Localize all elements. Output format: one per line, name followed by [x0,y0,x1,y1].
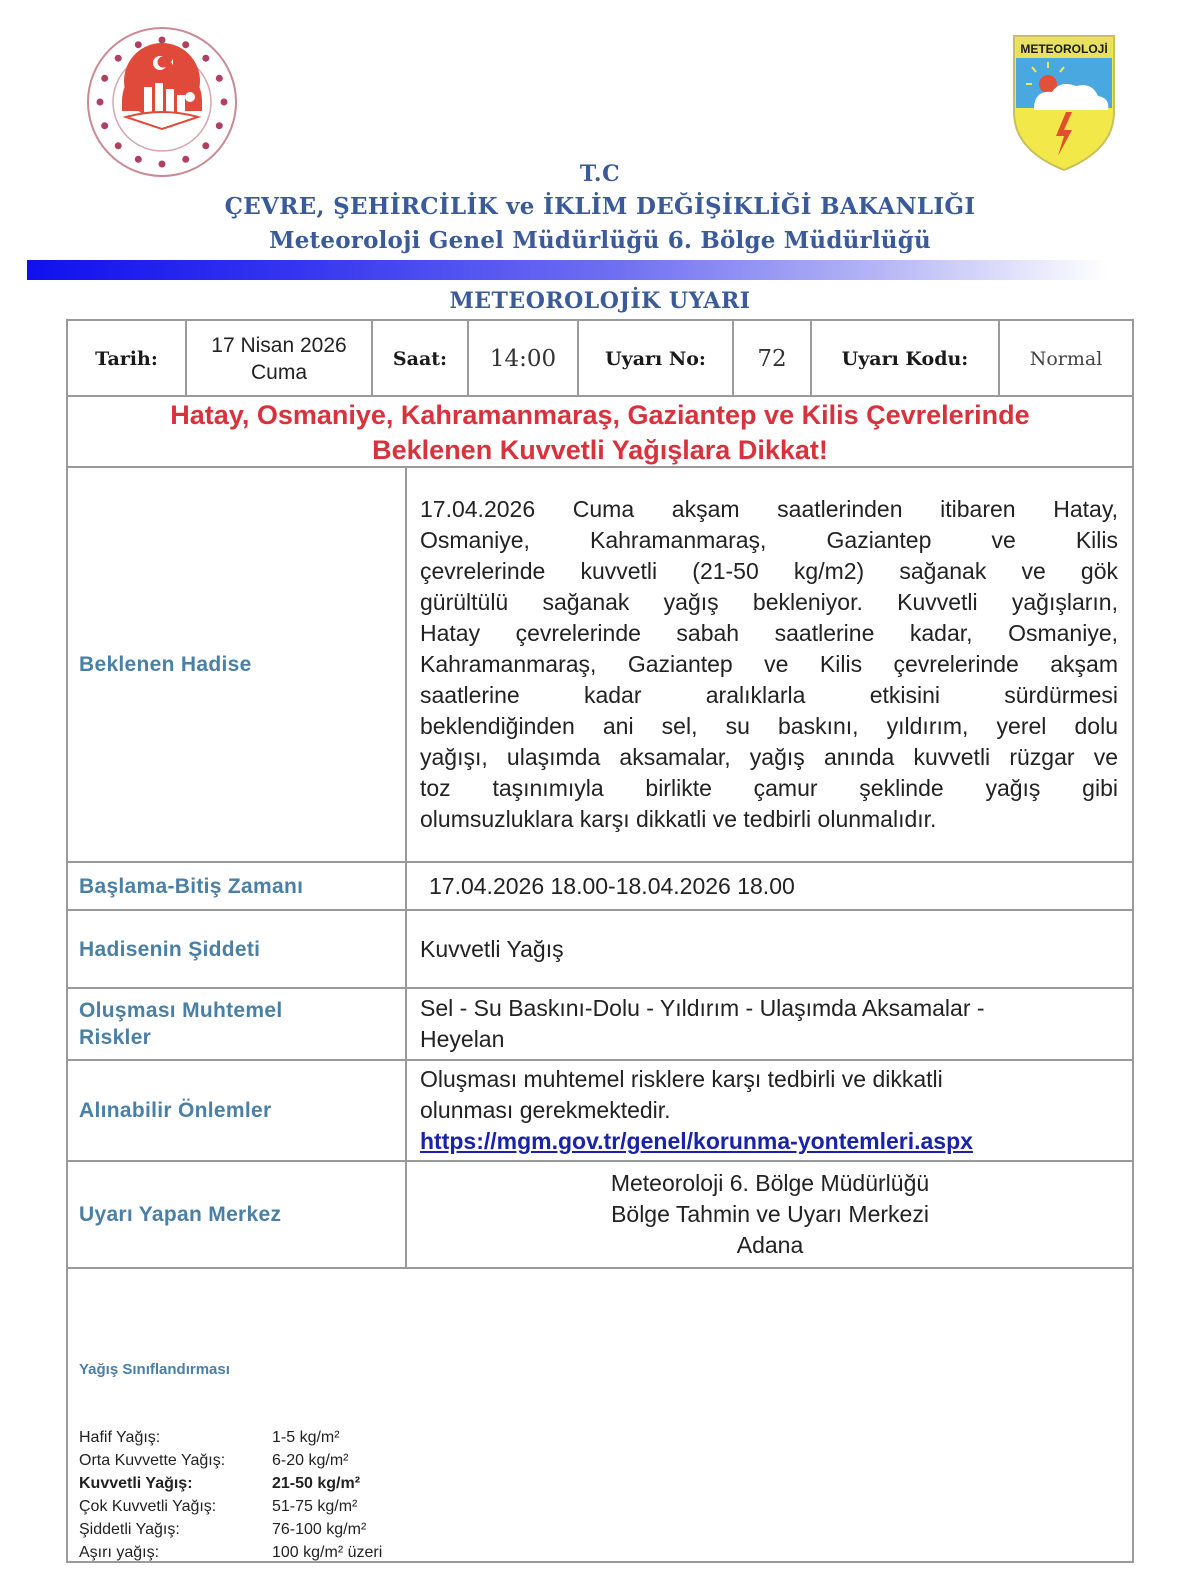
warning-table [66,319,1134,1563]
table-divider [185,321,187,397]
date-value-day: Cuma [250,361,308,384]
star-icon [159,37,166,44]
expected-event-label: Beklenen Hadise [79,653,252,676]
warning-code-value: Normal [1029,348,1103,370]
classification-item [79,1449,382,1472]
time-label: Saat: [392,348,448,370]
risks-label-line2: Riskler [79,1026,152,1049]
classification-item [79,1472,382,1495]
star-icon [202,55,209,62]
star-icon [221,99,228,106]
document-title: METEOROLOJİK UYARI [449,288,751,314]
alert-headline [68,397,1132,468]
expected-event-line: Hatay çevrelerinde sabah saatlerine kadar, Osmaniye, [420,620,1118,646]
classification-item-range: 51-75 kg/m² [272,1498,358,1515]
classification-item-name: Kuvvetli Yağış: [79,1475,193,1492]
classification-item-name: Şiddetli Yağış: [79,1521,180,1538]
issuing-center-line3: Adana [736,1232,804,1258]
warning-number-value: 72 [757,346,787,372]
precipitation-classification [79,1361,382,1564]
classification-item-name: Aşırı yağış: [79,1544,160,1561]
directorate-heading: Meteoroloji Genel Müdürlüğü 6. Bölge Müdürlüğü [269,227,931,254]
table-divider [732,321,734,397]
alert-headline-line1: Hatay, Osmaniye, Kahramanmaraş, Gaziantep ve Kilis Çevrelerinde [170,399,1030,430]
expected-event-line: saatlerine kadar aralıklarla etkisini sürdürmesi [420,682,1118,708]
expected-event-line: beklendiğinden ani sel, su baskını, yıldırım, yerel dolu [420,713,1118,739]
classification-item-name: Çok Kuvvetli Yağış: [79,1498,217,1515]
date-value-date: 17 Nisan 2026 [211,334,347,357]
classification-item-name: Hafif Yağış: [79,1429,161,1446]
classification-item [79,1495,382,1518]
protection-methods-link[interactable]: https://mgm.gov.tr/genel/korunma-yontemleri.aspx [420,1128,973,1154]
ministry-logo [82,25,242,180]
risks-value [409,989,1132,1059]
meteorology-shield-icon [1010,32,1118,172]
issuing-center-line2: Bölge Tahmin ve Uyarı Merkezi [611,1201,929,1227]
risks-label [68,989,407,1059]
header-gradient-divider [27,260,1107,280]
classification-item [79,1541,382,1564]
table-divider [810,321,812,397]
warning-code-label: Uyarı Kodu: [841,348,969,370]
expected-event-line: gürültülü sağanak yağış bekleniyor. Kuvvetli yağışların, [420,589,1118,615]
date-value [187,321,371,397]
star-icon [216,75,223,82]
precautions-value [409,1061,1132,1160]
warning-number-label: Uyarı No: [605,348,706,370]
meteorology-logo-text: METEOROLOJİ [1020,42,1108,56]
star-icon [115,55,122,62]
issuing-center-label: Uyarı Yapan Merkez [79,1203,282,1226]
star-icon [135,41,142,48]
classification-item-name: Orta Kuvvette Yağış: [79,1452,226,1469]
risks-value-line2: Heyelan [420,1026,505,1052]
star-icon [115,142,122,149]
star-icon [182,41,189,48]
start-end-value: 17.04.2026 18.00-18.04.2026 18.00 [429,872,795,899]
precautions-label: Alınabilir Önlemler [79,1099,272,1122]
classification-item-range: 21-50 kg/m² [272,1475,361,1492]
ministry-heading: ÇEVRE, ŞEHİRCİLİK ve İKLİM DEĞİŞİKLİĞİ BAKANLIĞI [224,193,976,220]
expected-event-line: Osmaniye, Kahramanmaraş, Gaziantep ve Kilis [420,527,1118,553]
star-icon [216,122,223,129]
table-divider [577,321,579,397]
expected-event-line: toz taşınımıyla birlikte çamur şeklinde yağış gibi [420,775,1118,801]
risks-value-line1: Sel - Su Baskını-Dolu - Yıldırım - Ulaşımda Aksamalar - [420,995,985,1021]
severity-value: Kuvvetli Yağış [420,935,564,962]
expected-event-value [409,468,1132,861]
expected-event-line: Kahramanmaraş, Gaziantep ve Kilis çevrelerinde akşam [420,651,1118,677]
classification-item-range: 1-5 kg/m² [272,1429,340,1446]
time-value: 14:00 [489,346,557,372]
classification-title: Yağış Sınıflandırması [79,1361,230,1378]
star-icon [101,75,108,82]
country-heading: T.C [579,161,621,187]
start-end-label: Başlama-Bitiş Zamanı [79,874,304,898]
meteorology-logo [1010,32,1118,172]
star-icon [97,99,104,106]
classification-item [79,1426,382,1449]
classification-item-range: 6-20 kg/m² [272,1452,349,1469]
date-label: Tarih: [95,348,158,370]
star-icon [202,142,209,149]
expected-event-line: 17.04.2026 Cuma akşam saatlerinden itibaren Hatay, [420,496,1118,522]
classification-item-range: 100 kg/m² üzeri [272,1544,383,1561]
expected-event-line: olumsuzluklara karşı dikkatli ve tedbirli olunmalıdır. [420,806,937,832]
table-divider [998,321,1000,397]
star-icon [101,122,108,129]
table-divider [467,321,469,397]
classification-item [79,1518,382,1541]
issuing-center-value [409,1162,1132,1267]
alert-headline-line2: Beklenen Kuvvetli Yağışlara Dikkat! [372,434,828,465]
precautions-value-line1: Oluşması muhtemel risklere karşı tedbirli ve dikkatli [420,1066,943,1092]
table-divider [371,321,373,397]
classification-item-range: 76-100 kg/m² [272,1521,367,1538]
expected-event-line: çevrelerinde kuvvetli (21-50 kg/m2) sağanak ve gök [420,558,1118,584]
risks-label-line1: Oluşması Muhtemel [79,999,283,1022]
expected-event-line: yağışı, ulaşımda aksamalar, yağış anında kuvvetli rüzgar ve [420,744,1118,770]
classification-list [79,1426,382,1564]
precautions-value-line2: olunması gerekmektedir. [420,1097,671,1123]
ministry-emblem-icon [82,25,242,180]
issuing-center-line1: Meteoroloji 6. Bölge Müdürlüğü [610,1170,930,1196]
table-divider [68,1267,1132,1269]
severity-label: Hadisenin Şiddeti [79,937,261,961]
expected-event-text [420,494,1118,835]
